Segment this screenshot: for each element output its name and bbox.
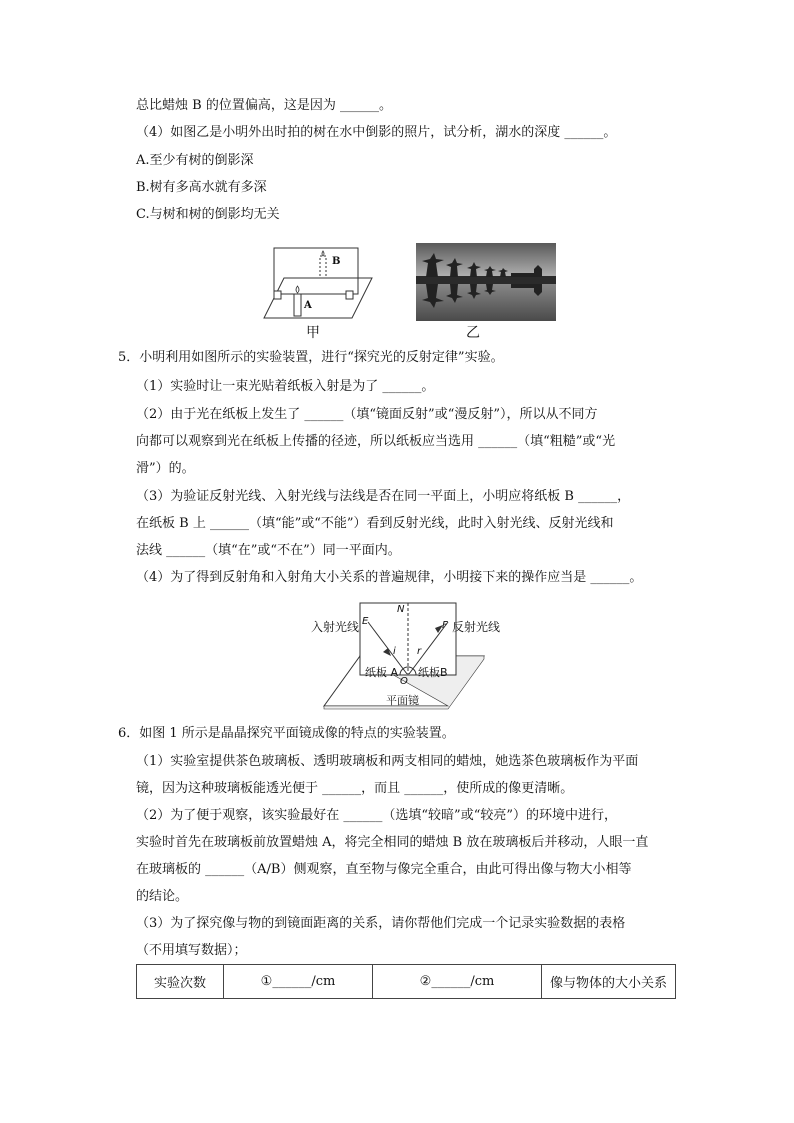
text-line: （2）为了便于观察，该实验最好在 ______（选填“较暗”或“较亮”）的环境中进行， bbox=[136, 808, 617, 823]
caption-jia: 甲 bbox=[306, 325, 320, 341]
question-6-title: 6．如图 1 所示是晶晶探究平面镜成像的特点的实验装置。 bbox=[118, 726, 455, 741]
label-board-a: 纸板 A bbox=[365, 666, 399, 679]
label-n: N bbox=[397, 604, 405, 615]
text-line: 滑”）的。 bbox=[136, 461, 195, 476]
table-cell: ①______/cm bbox=[224, 965, 373, 999]
text-line: （2）由于光在纸板上发生了 ______（填“镜面反射”或“漫反射”），所以从不同方 bbox=[136, 407, 598, 422]
text-line: （3）为验证反射光线、入射光线与法线是否在同一平面上，小明应将纸板 B ______， bbox=[136, 489, 631, 504]
label-plane-mirror: 平面镜 bbox=[386, 694, 419, 707]
caption-yi: 乙 bbox=[466, 325, 480, 341]
text-line: 在纸板 B 上 ______（填“能”或“不能”）看到反射光线，此时入射光线、反射光线和 bbox=[136, 516, 614, 531]
label-incident-ray: 入射光线 bbox=[311, 620, 360, 634]
question-5-title: 5．小明利用如图所示的实验装置，进行“探究光的反射定律”实验。 bbox=[118, 350, 504, 365]
text-line: （不用填写数据）； bbox=[136, 943, 247, 958]
label-e: E bbox=[362, 616, 369, 627]
text-line: （4）为了得到反射角和入射角大小关系的普遍规律，小明接下来的操作应当是 ______。 bbox=[136, 570, 643, 585]
option-c: C.与树和树的倒影均无关 bbox=[136, 207, 280, 222]
table-cell: ②______/cm bbox=[373, 965, 542, 999]
text-line: 法线 ______（填“在”或“不在”）同一平面内。 bbox=[136, 543, 401, 558]
label-f: F bbox=[442, 620, 448, 631]
option-a: A.至少有树的倒影深 bbox=[136, 153, 254, 168]
label-r: r bbox=[417, 646, 422, 657]
text-line: 向都可以观察到光在纸板上传播的径迹，所以纸板应当选用 ______（填“粗糙”或“光 bbox=[136, 434, 616, 449]
label-a: A bbox=[304, 300, 312, 311]
text-line: （1）实验时让一束光贴着纸板入射是为了 ______。 bbox=[136, 379, 435, 394]
text-line: 总比蜡烛 B 的位置偏高，这是因为 ______。 bbox=[136, 98, 392, 113]
table-cell: 像与物体的大小关系 bbox=[542, 965, 676, 999]
text-line: （4）如图乙是小明外出时拍的树在水中倒影的照片，试分析，湖水的深度 ______。 bbox=[136, 125, 617, 140]
label-b: B bbox=[332, 256, 341, 267]
data-record-table bbox=[136, 964, 676, 999]
table-cell: 实验次数 bbox=[137, 965, 224, 999]
text-line: 在玻璃板的 ______（A/B）侧观察，直至物与像完全重合，由此可得出像与物大小相等 bbox=[136, 862, 632, 877]
label-o: O bbox=[400, 676, 408, 687]
table-row bbox=[137, 965, 676, 999]
text-line: 的结论。 bbox=[136, 889, 189, 904]
text-line: （3）为了探究像与物的到镜面距离的关系，请你帮他们完成一个记录实验数据的表格 bbox=[136, 916, 626, 931]
text-line: 实验时首先在玻璃板前放置蜡烛 A，将完全相同的蜡烛 B 放在玻璃板后并移动，人眼一直 bbox=[136, 835, 649, 850]
text-line: （1）实验室提供茶色玻璃板、透明玻璃板和两支相同的蜡烛，她选茶色玻璃板作为平面 bbox=[136, 754, 639, 769]
figure-jia bbox=[262, 242, 374, 324]
label-reflected-ray: 反射光线 bbox=[452, 620, 501, 634]
option-b: B.树有多高水就有多深 bbox=[136, 180, 267, 195]
tree-reflection-photo bbox=[416, 243, 556, 321]
label-i: i bbox=[393, 646, 396, 657]
text-line: 镜，因为这种玻璃板能透光便于 ______，而且 ______，使所成的像更清晰。 bbox=[136, 781, 574, 796]
label-board-b: 纸板B bbox=[418, 666, 448, 679]
